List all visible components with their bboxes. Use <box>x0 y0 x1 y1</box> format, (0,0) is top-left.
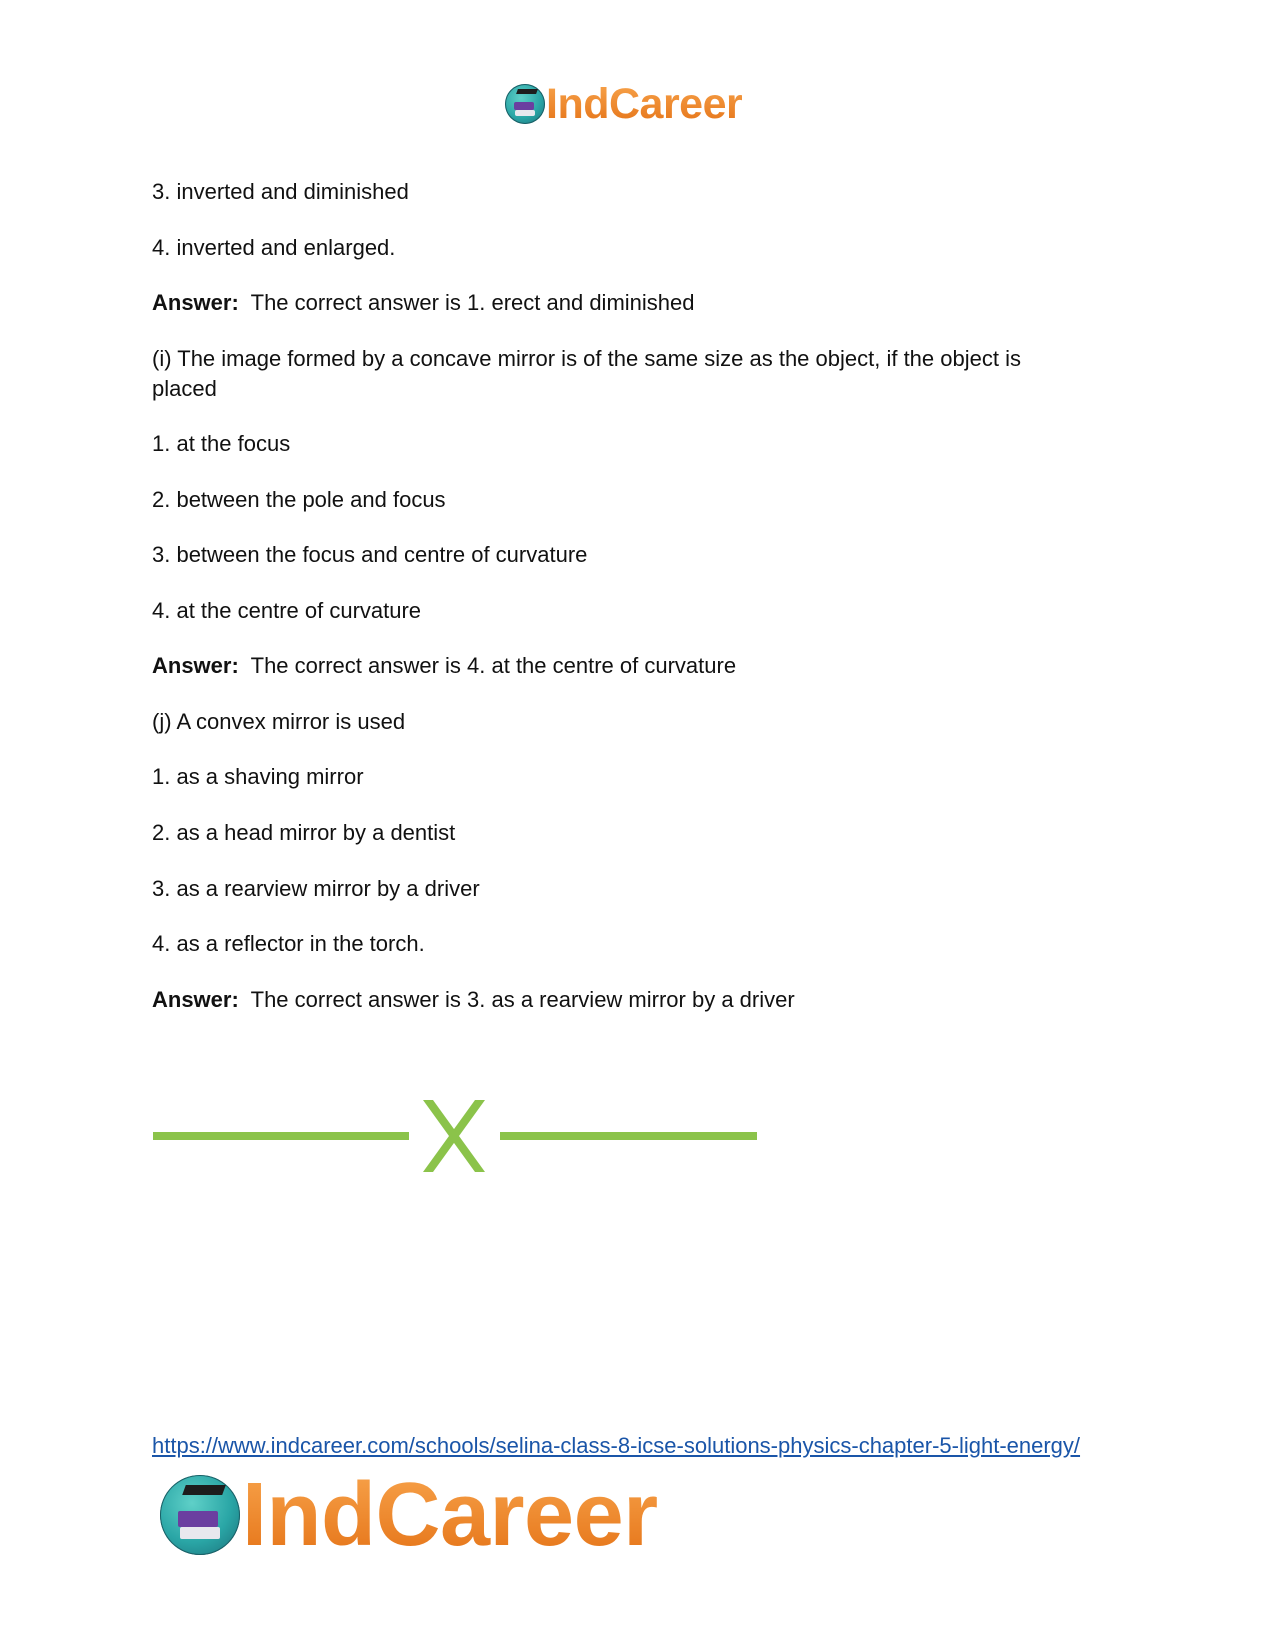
question-line: (i) The image formed by a concave mirror is of the same size as the object, if the object is <box>152 346 1021 371</box>
header-logo <box>505 79 743 128</box>
answer-line: Answer: The correct answer is 3. as a rearview mirror by a driver <box>152 987 795 1012</box>
graduation-cap-books-icon <box>505 84 545 124</box>
question-line-cont: placed <box>152 376 217 401</box>
answer-label: Answer: <box>152 653 239 678</box>
answer-label: Answer: <box>152 290 239 315</box>
answer-line: Answer: The correct answer is 1. erect and diminished <box>152 290 695 315</box>
option-line: 3. between the focus and centre of curvature <box>152 542 588 567</box>
header-logo-text: IndCareer <box>546 79 743 128</box>
divider-line-left <box>153 1132 409 1140</box>
x-divider-icon <box>421 1098 487 1174</box>
footer-logo <box>160 1465 658 1565</box>
question-line: (j) A convex mirror is used <box>152 709 406 734</box>
option-line: 4. as a reflector in the torch. <box>152 931 425 956</box>
option-line: 4. inverted and enlarged. <box>152 235 396 260</box>
graduation-cap-books-icon <box>160 1475 240 1555</box>
option-line: 1. at the focus <box>152 431 291 456</box>
divider-line-right <box>500 1132 757 1140</box>
option-line: 4. at the centre of curvature <box>152 598 422 623</box>
option-line: 1. as a shaving mirror <box>152 764 364 789</box>
option-line: 3. inverted and diminished <box>152 179 409 204</box>
answer-line: Answer: The correct answer is 4. at the centre of curvature <box>152 653 737 678</box>
answer-label: Answer: <box>152 987 239 1012</box>
option-line: 2. as a head mirror by a dentist <box>152 820 456 845</box>
option-line: 2. between the pole and focus <box>152 487 446 512</box>
option-line: 3. as a rearview mirror by a driver <box>152 876 480 901</box>
source-url-link[interactable]: https://www.indcareer.com/schools/selina-class-8-icse-solutions-physics-chapter-5-light-energy/ <box>152 1433 1081 1458</box>
footer-logo-text: IndCareer <box>242 1465 658 1565</box>
